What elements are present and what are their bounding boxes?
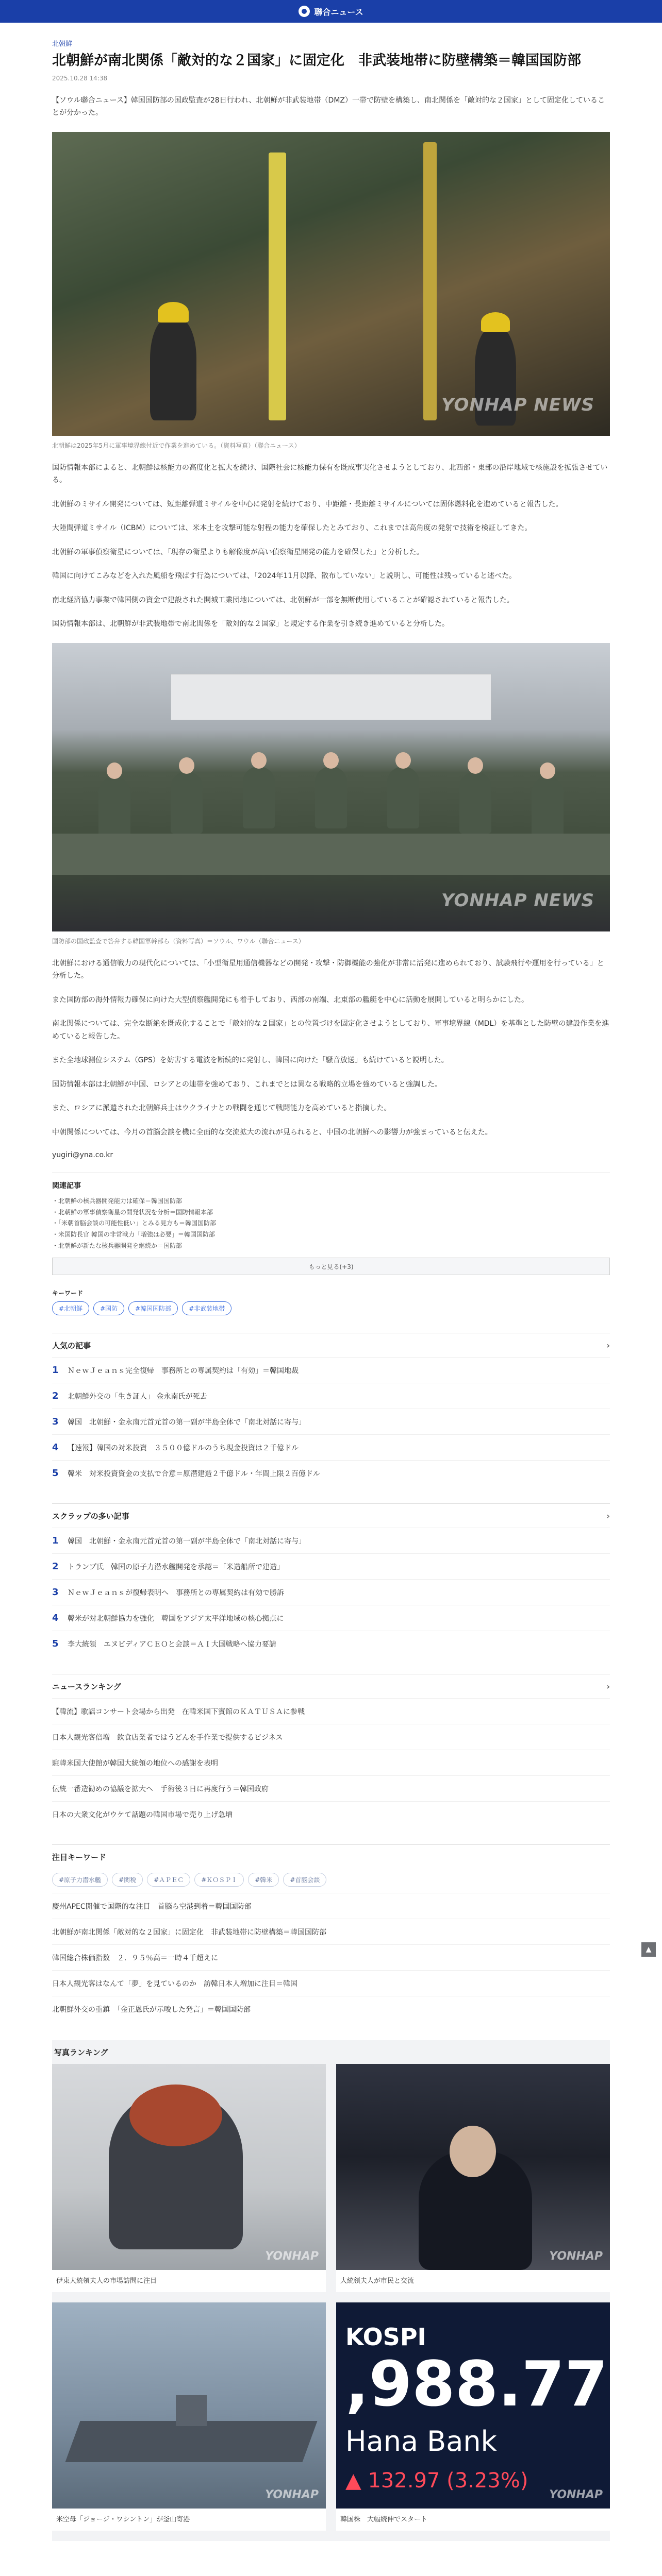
hot-keyword-item[interactable]: 日本人観光客はなんて「夢」を見ているのか 訪韓日本人増加に注目＝韓国 — [52, 1970, 610, 1996]
photo-card[interactable] — [336, 2302, 610, 2531]
officer-figure — [532, 777, 564, 839]
related-item[interactable]: ・「米朝首脳会談の可能性低い」とみる見方も＝韓国国防部 — [52, 1219, 217, 1227]
scrap-item[interactable]: 2 トランプ氏 韓国の原子力潜水艦開発を承認＝「米造船所で建造」 — [52, 1553, 610, 1579]
hot-keyword-item[interactable]: 北朝鮮外交の重鎮 「金正恩氏が示唆した発言」＝韓国国防部 — [52, 1996, 610, 2022]
ranking-heading: ニュースランキング — [52, 1682, 121, 1691]
chevron-right-icon[interactable]: › — [606, 1681, 610, 1691]
hot-keyword-item[interactable]: 慶州APEC開催で国際的な注目 首脳ら空港到着＝韓国国防部 — [52, 1893, 610, 1919]
article-paragraph: 中朝関係については、今月の首脳会談を機に全面的な交流拡大の流れが見られると、中国の北朝鮮への影響力が強まっていると伝えた。 — [52, 1128, 492, 1137]
article-paragraph: 国防情報本部は北朝鮮が中国、ロシアとの連帯を強めており、これまでとは異なる戦略的立場を強めていると強調した。 — [52, 1080, 442, 1089]
scroll-top-icon[interactable]: ▲ — [641, 1942, 656, 1957]
scrap-heading: スクラップの多い記事 — [52, 1511, 129, 1521]
photo-ranking-heading: 写真ランキング — [54, 2047, 108, 2057]
scrap-item[interactable]: 3 ＮｅｗＪｅａｎｓが復帰表明へ 事務所との専属契約は有効で勝訴 — [52, 1579, 610, 1605]
hot-keyword-item[interactable]: 北朝鮮が南北関係「敵対的な２国家」に固定化 非武装地帯に防壁構築＝韓国国防部 — [52, 1919, 610, 1944]
article-body — [52, 462, 610, 631]
scrap-articles — [52, 1503, 610, 1656]
related-item[interactable]: ・北朝鮮の核兵器開発能力は確保＝韓国国防部 — [52, 1197, 183, 1205]
ranking-item[interactable]: 日本人観光客倍増 飲食店業者ではうどんを手作業で提供するビジネス — [52, 1724, 610, 1750]
related-item[interactable]: ・北朝鮮の軍事偵察衛星の開発状況を分析＝国防情報本部 — [52, 1208, 213, 1216]
ranking-item[interactable]: 日本の大衆文化がウケて話題の韓国市場で売り上げ急増 — [52, 1801, 610, 1827]
photo-card-image — [52, 2064, 326, 2270]
article-paragraph: また国防部の海外情報力確保に向けた大型偵察艦開発にも着手しており、西部の南端、北東部の艦艇を中心に活動を展開していると明らかにした。 — [52, 995, 528, 1004]
site-logo[interactable] — [299, 6, 363, 18]
ranking-item[interactable]: 【韓流】歌謡コンサート会場から出発 在韓米国下賓館のＫＡＴＵＳＡに参戦 — [52, 1698, 610, 1724]
kospi-label: KOSPI — [345, 2323, 426, 2351]
kospi-change: ▲ 132.97 (3.23%) — [345, 2469, 528, 2493]
photo-card[interactable] — [52, 2064, 326, 2292]
officer-figure — [171, 772, 203, 834]
related-articles — [52, 1173, 610, 1275]
photo-card-image — [52, 2302, 326, 2509]
popular-articles — [52, 1333, 610, 1486]
photo-card-image — [336, 2064, 610, 2270]
photo-card-caption: 大統領夫人が市民と交流 — [340, 2277, 415, 2285]
hot-keyword-item[interactable]: 韓国総合株価指数 ２．９５％高＝一時４千超えに — [52, 1944, 610, 1970]
photo-card-watermark: YONHAP — [265, 2250, 319, 2263]
officer-figure — [315, 767, 347, 828]
article-lead: 【ソウル聯合ニュース】韓国国防部の国政監査が28日行われ、北朝鮮が非武装地帯（DMZ）一帯で防壁を構築し、南北関係を「敵対的な２国家」として固定化していることが分かった。 — [52, 96, 605, 117]
article-paragraph: 北朝鮮のミサイル開発については、短距離弾道ミサイルを中心に発射を続けており、中距離・長距離ミサイルについては固体燃料化を進めていると報告した。 — [52, 500, 563, 509]
photo-card-watermark: YONHAP — [549, 2488, 603, 2502]
article-paragraph: 国防情報本部は、北朝鮮が非武装地帯で南北関係を「敵対的な２国家」と規定する作業を引き続き進めていると分析した。 — [52, 620, 449, 629]
article-paragraph: 南北経済協力事業で韓国側の資金で建設された開城工業団地については、北朝鮮が一部を無断使用していることが確認されていると報告した。 — [52, 596, 514, 604]
news-ranking — [52, 1674, 610, 1827]
photo-card-caption: 米空母「ジョージ・ワシントン」が釜山寄港 — [56, 2516, 190, 2524]
keyword-tag[interactable]: #韓国国防部 — [128, 1301, 178, 1315]
article-paragraph: また全地球測位システム（GPS）を妨害する電波を断続的に発射し、韓国に向けた「騒音放送」も続けていると説明した。 — [52, 1056, 449, 1065]
photo-card-watermark: YONHAP — [549, 2250, 603, 2263]
photo-card-caption: 伊東大統領夫人の市場訪問に注目 — [56, 2277, 157, 2285]
desk-shape — [52, 834, 610, 875]
officer-figure — [387, 767, 419, 828]
yonhap-logo-icon — [299, 6, 310, 17]
keyword-tag[interactable]: #非武装地帯 — [182, 1301, 231, 1315]
popular-item[interactable]: 1 ＮｅｗＪｅａｎｓ完全復帰 事務所との専属契約は「有効」＝韓国地裁 — [52, 1357, 610, 1383]
structure-shape — [423, 142, 437, 420]
site-name: 聯合ニュース — [314, 7, 363, 17]
article-paragraph: 韓国に向けてこみなどを入れた風船を飛ばす行為については、「2024年11月以降、散布していない」と説明し、可能性は残っていると述べた。 — [52, 572, 517, 581]
scrap-item[interactable]: 4 韓米が対北朝鮮協力を強化 韓国をアジア太平洋地域の核心拠点に — [52, 1605, 610, 1631]
structure-shape — [269, 152, 286, 420]
kospi-display — [345, 2323, 608, 2493]
popular-item[interactable]: 2 北朝鮮外交の「生き証人」 金永南氏が死去 — [52, 1383, 610, 1409]
helmet-shape — [158, 302, 189, 323]
article-date: 2025.10.28 14:38 — [52, 74, 108, 82]
article-container — [50, 38, 612, 2541]
article-title: 北朝鮮が南北関係「敵対的な２国家」に固定化 非武装地帯に防壁構築＝韓国国防部 — [52, 53, 581, 69]
photo-watermark: YONHAP NEWS — [441, 890, 594, 911]
photo-card[interactable] — [336, 2064, 610, 2292]
ranking-item[interactable]: 伝統一番造勧めの協議を拡大へ 手術後３日に再度行う＝韓国政府 — [52, 1775, 610, 1801]
scrap-item[interactable]: 5 李大統領 エヌビディアＣＥＯと会談＝ＡＩ大国戦略へ協力要請 — [52, 1631, 610, 1656]
keyword-tag[interactable]: #国防 — [93, 1301, 124, 1315]
officer-figure — [459, 772, 491, 834]
more-related-button[interactable]: もっと見る(+3) — [52, 1258, 610, 1275]
backdrop-banner — [171, 674, 491, 720]
article-paragraph: 北朝鮮における通信戦力の現代化については、「小型衛星用通信機器などの開発・攻撃・防御機能の強化が非常に活発に進められており、試験飛行や運用を行っている」と分析した。 — [52, 959, 604, 980]
ranking-item[interactable]: 駐韓米国大使館が韓国大統領の地位への感謝を表明 — [52, 1750, 610, 1775]
article-photo-1[interactable] — [52, 132, 610, 436]
article-paragraph: また、ロシアに派遣された北朝鮮兵士はウクライナとの戦闘を通じて戦闘能力を高めていると指摘した。 — [52, 1104, 391, 1113]
article-dateline — [52, 75, 610, 82]
popular-heading: 人気の記事 — [52, 1341, 91, 1350]
hot-keyword-tag[interactable]: #ＡＰＥＣ — [147, 1873, 190, 1887]
popular-item[interactable]: 5 韓米 対米投資資金の支払で合意＝原潜建造２千億ドル・年間上限２百億ドル — [52, 1460, 610, 1486]
section-label[interactable]: 北朝鮮 — [52, 40, 73, 48]
photo-card-image — [336, 2302, 610, 2509]
keyword-heading: キーワード — [52, 1290, 84, 1297]
related-item[interactable]: ・米国防長官 韓国の非常戦力「増強は必要」＝韓国国防部 — [52, 1231, 215, 1239]
top-bar — [0, 0, 662, 23]
reporter-email[interactable]: yugiri@yna.co.kr — [52, 1151, 113, 1160]
article-paragraph: 南北関係については、完全な断絶を既成化することで「敵対的な２国家」との位置づけを固定化させようとしており、軍事境界線（MDL）を基準とした防壁の建設作業を進めていると報告した。 — [52, 1020, 609, 1041]
article-body-2 — [52, 957, 610, 1139]
photo-card-caption: 韓国株 大幅続伸でスタート — [340, 2516, 428, 2524]
related-heading: 関連記事 — [52, 1182, 81, 1191]
article-paragraph: 国防情報本部によると、北朝鮮は核能力の高度化と拡大を続け、国際社会に核能力保有を既成事実化させようとしており、北西部・東部の沿岸地域で核施設を拡張させている。 — [52, 463, 608, 485]
chevron-right-icon[interactable]: › — [606, 1511, 610, 1521]
officer-figure — [98, 777, 130, 839]
article-paragraph: 大陸間弾道ミサイル（ICBM）については、米本土を攻撃可能な射程の能力を確保したとみており、これまでは高角度の発射で技術を検証してきた。 — [52, 524, 532, 533]
hot-keyword-tag[interactable]: #首脳会談 — [283, 1873, 326, 1887]
helmet-shape — [481, 312, 510, 332]
hot-keyword-tag[interactable]: #原子力潜水艦 — [52, 1873, 108, 1887]
hot-keyword-tag[interactable]: #関税 — [112, 1873, 143, 1887]
photo-watermark: YONHAP NEWS — [441, 394, 594, 415]
photo-card-watermark: YONHAP — [265, 2488, 319, 2502]
photo-card[interactable] — [52, 2302, 326, 2531]
kospi-bank: Hana Bank — [345, 2425, 497, 2458]
hot-keywords — [52, 1844, 610, 2022]
keyword-tag[interactable]: #北朝鮮 — [52, 1301, 89, 1315]
photo-ranking — [52, 2040, 610, 2541]
photo-1-caption: 北朝鮮は2025年5月に軍事境界線付近で作業を進めている。（資料写真）（聯合ニュース） — [52, 442, 301, 449]
hot-keywords-heading: 注目キーワード — [52, 1852, 107, 1862]
related-item[interactable]: ・北朝鮮が新たな核兵器開発を継続か＝国防部 — [52, 1242, 183, 1249]
officer-figure — [243, 767, 275, 828]
article-photo-2[interactable] — [52, 643, 610, 931]
hot-keyword-tag[interactable]: #韓米 — [248, 1873, 279, 1887]
chevron-right-icon[interactable]: › — [606, 1340, 610, 1350]
kospi-value: ,988.77 — [345, 2349, 608, 2421]
article-paragraph: 北朝鮮の軍事偵察衛星については、「現存の衛星よりも解像度が高い偵察衛星開発の能力を確保した」と分析した。 — [52, 548, 424, 556]
hot-keyword-tag[interactable]: #ＫＯＳＰＩ — [194, 1873, 244, 1887]
photo-2-caption: 国防部の国政監査で答弁する韓国軍幹部ら（資料写真）＝ソウル、ワウル（聯合ニュース） — [52, 937, 305, 945]
popular-item[interactable]: 4 【速報】韓国の対米投資 ３５００億ドルのうち現金投資は２千億ドル — [52, 1434, 610, 1460]
popular-item[interactable]: 3 韓国 北朝鮮・金永南元首元首の第一副が半島全体で「南北対話に寄与」 — [52, 1409, 610, 1434]
worker-figure — [150, 317, 196, 420]
scrap-item[interactable]: 1 韓国 北朝鮮・金永南元首元首の第一副が半島全体で「南北対話に寄与」 — [52, 1528, 610, 1553]
keyword-section — [52, 1289, 610, 1315]
